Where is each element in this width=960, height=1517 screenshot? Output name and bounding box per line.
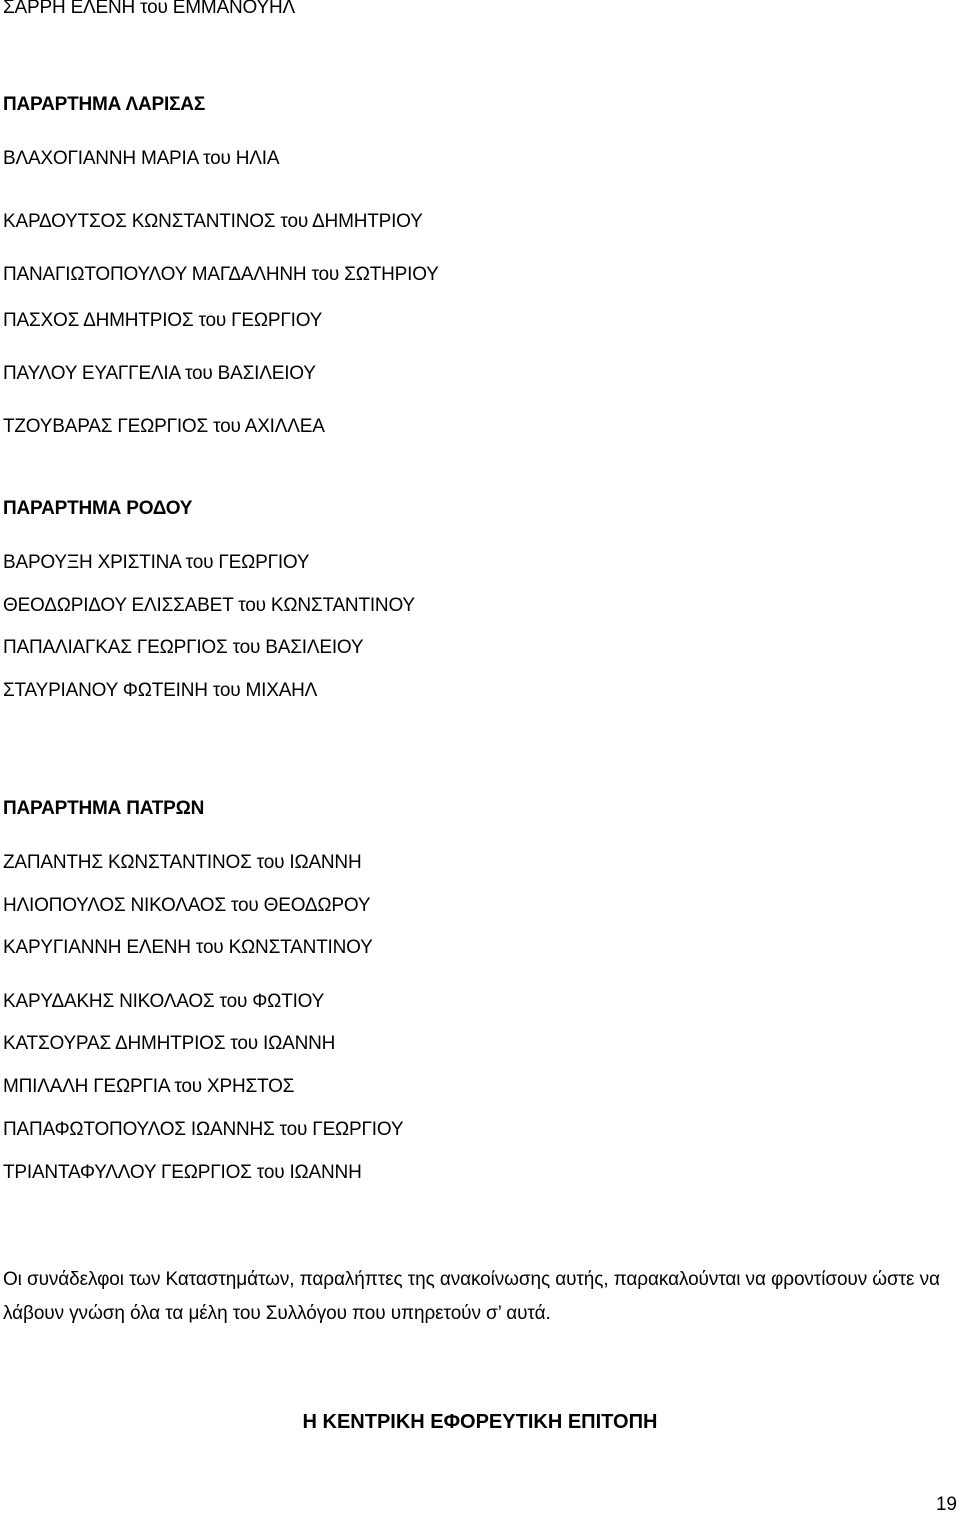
name-entry: ΖΑΠΑΝΤΗΣ ΚΩΝΣΤΑΝΤΙΝΟΣ του ΙΩΑΝΝΗ bbox=[3, 852, 362, 873]
section-heading-rodos: ΠΑΡΑΡΤΗΜΑ ΡΟΔΟΥ bbox=[3, 498, 193, 519]
name-entry: ΠΑΝΑΓΙΩΤΟΠΟΥΛΟΥ ΜΑΓΔΑΛΗΝΗ του ΣΩΤΗΡΙΟΥ bbox=[3, 264, 439, 285]
name-entry: ΚΑΡΥΔΑΚΗΣ ΝΙΚΟΛΑΟΣ του ΦΩΤΙΟΥ bbox=[3, 991, 325, 1012]
name-entry: ΠΑΣΧΟΣ ΔΗΜΗΤΡΙΟΣ του ΓΕΩΡΓΙΟΥ bbox=[3, 310, 323, 331]
name-entry: ΤΖΟΥΒΑΡΑΣ ΓΕΩΡΓΙΟΣ του ΑΧΙΛΛΕΑ bbox=[3, 416, 325, 437]
name-entry: ΒΑΡΟΥΞΗ ΧΡΙΣΤΙΝΑ του ΓΕΩΡΓΙΟΥ bbox=[3, 552, 310, 573]
name-entry: ΠΑΠΑΛΙΑΓΚΑΣ ΓΕΩΡΓΙΟΣ του ΒΑΣΙΛΕΙΟΥ bbox=[3, 637, 364, 658]
name-entry: ΘΕΟΔΩΡΙΔΟΥ ΕΛΙΣΣΑΒΕΤ του ΚΩΝΣΤΑΝΤΙΝΟΥ bbox=[3, 595, 415, 616]
name-entry: ΠΑΠΑΦΩΤΟΠΟΥΛΟΣ ΙΩΑΝΝΗΣ του ΓΕΩΡΓΙΟΥ bbox=[3, 1119, 404, 1140]
name-entry: ΤΡΙΑΝΤΑΦΥΛΛΟΥ ΓΕΩΡΓΙΟΣ του ΙΩΑΝΝΗ bbox=[3, 1162, 362, 1183]
name-entry: ΣΑΡΡΗ ΕΛΕΝΗ του ΕΜΜΑΝΟΥΗΛ bbox=[3, 0, 295, 18]
notice-paragraph: Οι συνάδελφοι των Καταστημάτων, παραλήπτες της ανακοίνωσης αυτής, παρακαλούνται να φροντίσουν ώστε να λάβουν γνώση όλα τα μέλη του Συλλόγου που υπηρετούν σ’ αυτά. bbox=[3, 1269, 940, 1324]
name-entry: ΚΑΡΥΓΙΑΝΝΗ ΕΛΕΝΗ του ΚΩΝΣΤΑΝΤΙΝΟΥ bbox=[3, 937, 373, 958]
name-entry: ΚΑΤΣΟΥΡΑΣ ΔΗΜΗΤΡΙΟΣ του ΙΩΑΝΝΗ bbox=[3, 1033, 336, 1054]
name-entry: ΠΑΥΛΟΥ ΕΥΑΓΓΕΛΙΑ του ΒΑΣΙΛΕΙΟΥ bbox=[3, 363, 316, 384]
name-entry: ΒΛΑΧΟΓΙΑΝΝΗ ΜΑΡΙΑ του ΗΛΙΑ bbox=[3, 148, 280, 169]
name-entry: ΣΤΑΥΡΙΑΝΟΥ ΦΩΤΕΙΝΗ του ΜΙΧΑΗΛ bbox=[3, 680, 318, 701]
page-number: 19 bbox=[935, 1494, 957, 1515]
section-heading-larisa: ΠΑΡΑΡΤΗΜΑ ΛΑΡΙΣΑΣ bbox=[3, 94, 206, 115]
name-entry: ΚΑΡΔΟΥΤΣΟΣ ΚΩΝΣΤΑΝΤΙΝΟΣ του ΔΗΜΗΤΡΙΟΥ bbox=[3, 211, 423, 232]
name-entry: ΗΛΙΟΠΟΥΛΟΣ ΝΙΚΟΛΑΟΣ του ΘΕΟΔΩΡΟΥ bbox=[3, 895, 371, 916]
signature-committee: Η ΚΕΝΤΡΙΚΗ ΕΦΟΡΕΥΤΙΚΗ ΕΠΙΤΟΠΗ bbox=[302, 1411, 658, 1433]
name-entry: ΜΠΙΛΑΛΗ ΓΕΩΡΓΙΑ του ΧΡΗΣΤΟΣ bbox=[3, 1076, 295, 1097]
section-heading-patra: ΠΑΡΑΡΤΗΜΑ ΠΑΤΡΩΝ bbox=[3, 798, 205, 819]
